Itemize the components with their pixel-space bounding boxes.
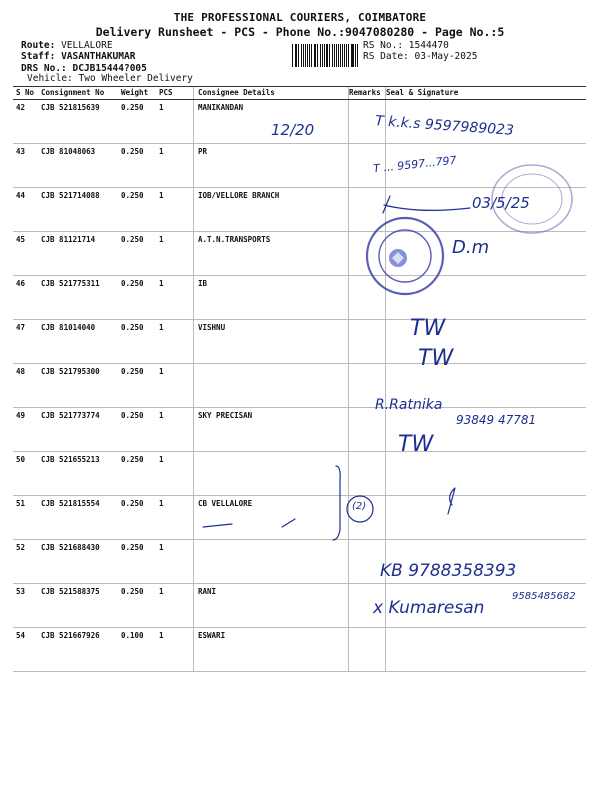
rs-no-line: RS No.: 1544470 bbox=[363, 40, 449, 51]
cell-weight: 0.250 bbox=[121, 584, 159, 628]
hw-row42-sig: T k.k.s 9597989023 bbox=[374, 113, 515, 139]
dash-mark-2 bbox=[282, 519, 295, 527]
hw-row44-date: 03/5/25 bbox=[472, 194, 530, 212]
cell-weight: 0.250 bbox=[121, 232, 159, 276]
cell-weight: 0.250 bbox=[121, 188, 159, 232]
cell-pcs: 1 bbox=[159, 364, 194, 408]
cell-consignment-no: CJB 81048063 bbox=[41, 144, 121, 188]
cell-consignment-no: CJB 81014040 bbox=[41, 320, 121, 364]
cell-consignment-no: CJB 521655213 bbox=[41, 452, 121, 496]
cell-pcs: 1 bbox=[159, 408, 194, 452]
cell-weight: 0.250 bbox=[121, 100, 159, 144]
hw-row46-sig: D.m bbox=[452, 237, 490, 258]
cell-consignee: A.T.N.TRANSPORTS bbox=[194, 232, 349, 276]
cell-sno: 43 bbox=[13, 144, 41, 188]
hw-row48-sig: TW bbox=[418, 346, 454, 371]
hw-row43-sig: T ... 9597...797 bbox=[372, 153, 458, 176]
header-weight: Weight bbox=[121, 87, 159, 100]
staff-line: Staff: VASANTHAKUMAR bbox=[21, 51, 136, 62]
header-sno: S No bbox=[13, 87, 41, 100]
cell-consignment-no: CJB 521714088 bbox=[41, 188, 121, 232]
cell-pcs: 1 bbox=[159, 320, 194, 364]
hw-row54-sig: x Kumaresan bbox=[373, 598, 485, 618]
cell-consignment-no: CJB 521667926 bbox=[41, 628, 121, 672]
cell-consignee: RANI bbox=[194, 584, 349, 628]
runsheet-title: Delivery Runsheet - PCS - Phone No.:9047080280 - Page No.:5 bbox=[95, 25, 505, 39]
header-seal: Seal & Signature bbox=[386, 87, 587, 100]
header-pcs: PCS bbox=[159, 87, 194, 100]
cell-weight: 0.250 bbox=[121, 540, 159, 584]
cell-weight: 0.250 bbox=[121, 364, 159, 408]
cell-weight: 0.250 bbox=[121, 408, 159, 452]
cell-sno: 50 bbox=[13, 452, 41, 496]
cell-consignment-no: CJB 81121714 bbox=[41, 232, 121, 276]
cell-weight: 0.250 bbox=[121, 452, 159, 496]
dash-mark-1 bbox=[203, 524, 232, 527]
cell-consignee: IB bbox=[194, 276, 349, 320]
cell-pcs: 1 bbox=[159, 144, 194, 188]
squiggle-44 bbox=[383, 196, 470, 213]
cell-consignee: VISHNU bbox=[194, 320, 349, 364]
cell-consignee: PR bbox=[194, 144, 349, 188]
cell-consignee: MANIKANDAN bbox=[194, 100, 349, 144]
header-consignee: Consignee Details bbox=[194, 87, 349, 100]
route-line: Route: VELLALORE bbox=[21, 40, 113, 51]
cell-consignment-no: CJB 521815639 bbox=[41, 100, 121, 144]
hw-row54-phone: 9585485682 bbox=[512, 591, 576, 602]
cell-consignee: CB VELLALORE bbox=[194, 496, 349, 540]
cell-consignment-no: CJB 521688430 bbox=[41, 540, 121, 584]
vehicle-line: Vehicle: Two Wheeler Delivery bbox=[27, 73, 193, 84]
cell-consignment-no: CJB 521815554 bbox=[41, 496, 121, 540]
bracket-mark bbox=[333, 466, 340, 540]
checkmark bbox=[448, 488, 455, 514]
cell-sno: 47 bbox=[13, 320, 41, 364]
header-consignment: Consignment No bbox=[41, 87, 121, 100]
drs-line: DRS No.: DCJB15444?005 bbox=[21, 63, 147, 74]
cell-consignment-no: CJB 521588375 bbox=[41, 584, 121, 628]
cell-pcs: 1 bbox=[159, 452, 194, 496]
cell-sno: 51 bbox=[13, 496, 41, 540]
cell-consignment-no: CJB 521773774 bbox=[41, 408, 121, 452]
cell-pcs: 1 bbox=[159, 496, 194, 540]
cell-consignment-no: CJB 521775311 bbox=[41, 276, 121, 320]
cell-weight: 0.250 bbox=[121, 276, 159, 320]
cell-weight: 0.250 bbox=[121, 144, 159, 188]
hw-row42-det: 12/20 bbox=[271, 121, 315, 139]
cell-weight: 0.250 bbox=[121, 320, 159, 364]
cell-pcs: 1 bbox=[159, 276, 194, 320]
cell-sno: 53 bbox=[13, 584, 41, 628]
cell-sno: 48 bbox=[13, 364, 41, 408]
hw-row52-mark: (2) bbox=[352, 501, 367, 512]
cell-weight: 0.100 bbox=[121, 628, 159, 672]
hw-row53-sig: KB 9788358393 bbox=[380, 561, 517, 581]
cell-pcs: 1 bbox=[159, 628, 194, 672]
cell-sno: 42 bbox=[13, 100, 41, 144]
rs-date-line: RS Date: 03-May-2025 bbox=[363, 51, 478, 62]
bank-stamp bbox=[367, 218, 443, 294]
cell-consignee: IOB/VELLORE BRANCH bbox=[194, 188, 349, 232]
cell-sno: 49 bbox=[13, 408, 41, 452]
cell-sno: 54 bbox=[13, 628, 41, 672]
company-title: THE PROFESSIONAL COURIERS, COIMBATORE bbox=[173, 11, 427, 24]
cell-pcs: 1 bbox=[159, 188, 194, 232]
cell-sno: 52 bbox=[13, 540, 41, 584]
cell-sno: 45 bbox=[13, 232, 41, 276]
cell-pcs: 1 bbox=[159, 100, 194, 144]
cell-sno: 46 bbox=[13, 276, 41, 320]
cell-pcs: 1 bbox=[159, 540, 194, 584]
hw-row50-sig: TW bbox=[398, 432, 434, 457]
cell-sno: 44 bbox=[13, 188, 41, 232]
hw-row49-sig: R.Ratnika bbox=[375, 397, 443, 413]
header-remarks: Remarks bbox=[349, 87, 386, 100]
hw-row47-sig: TW bbox=[410, 316, 446, 341]
cell-weight: 0.250 bbox=[121, 496, 159, 540]
hw-row49-phone: 93849 47781 bbox=[456, 413, 537, 427]
cell-pcs: 1 bbox=[159, 232, 194, 276]
cell-consignment-no: CJB 521795300 bbox=[41, 364, 121, 408]
cell-consignee: SKY PRECISAN bbox=[194, 408, 349, 452]
cell-consignee: ESWARI bbox=[194, 628, 349, 672]
cell-pcs: 1 bbox=[159, 584, 194, 628]
